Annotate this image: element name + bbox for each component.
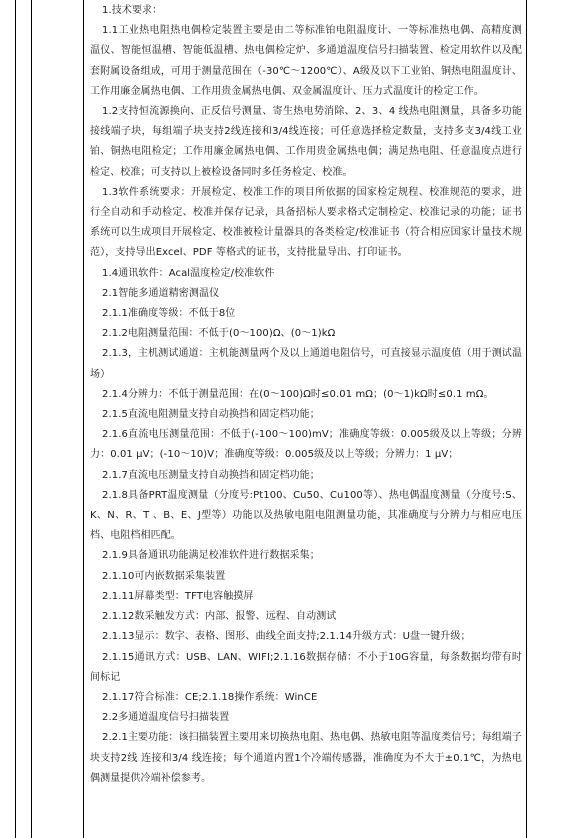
paragraph: 1.2支持恒流源换向、正反信号测量、寄生热电势消除、2、3、4 线热电阻测量，具备多功能接线端子块，每组端子块支持2线连接和3/4线连接；可任意选择检定数量，支持多支3/4线工业铂、铜热电阻检定；工作用廉金属热电偶、工作用贵金属热电偶；满足热电阻、任意温度点进行检定、校准；可支持以上被检设备同时多任务检定、校准。 <box>90 106 522 178</box>
paragraph: 2.1.5直流电阻测量支持自动换挡和固定档功能； <box>102 409 320 421</box>
paragraph: 2.1.11屏幕类型：TFT电容触摸屏 <box>102 590 254 602</box>
paragraph: 1.1工业热电阻热电偶检定装置主要是由二等标准铂电阻温度计、一等标准热电偶、高精度测温仪、智能恒温槽、智能低温槽、热电偶检定炉、多通道温度信号扫描装置、检定用软件以及配套附属设备组成，可用于测量范围在（-30℃～1200℃）、A级及以下工业铂、铜热电阻温度计、工作用廉金属热电偶、工作用贵金属热电偶、双金属温度计、压力式温度计的检定工作。 <box>90 25 522 97</box>
paragraph: 2.1.10可内嵌数据采集装置 <box>102 570 226 582</box>
paragraph: 1.3软件系统要求：开展检定、校准工作的项目所依据的国家检定规程、校准规范的要求，进行全自动和手动检定、校准并保存记录，具备招标人要求格式定制检定、校准记录的功能；证书系统可以生成项目开展检定、校准被检计量器具的各类检定/校准证书（符合相应国家计量技术规范），支持导出Excel、PDF 等格式的证书，支持批量导出、打印证书。 <box>90 186 522 259</box>
paragraph: 1.4通讯软件：Acal温度检定/校准软件 <box>102 267 275 279</box>
paragraph: 2.1.13显示：数字、表格、图形、曲线全面支持;2.1.14升级方式：U盘一键升级； <box>102 631 471 643</box>
paragraph: 2.1.9具备通讯功能满足校准软件进行数据采集； <box>102 550 320 562</box>
paragraph: 2.1.6直流电压测量范围：不低于(-100～100)mV；准确度等级：0.005级及以上等级；分辨力：0.01 μV；(-10～10)V；准确度等级：0.005级及以上等级；分辨力：1 μV； <box>90 429 522 461</box>
column-divider <box>31 0 32 838</box>
subsection-heading: 2.2多通道温度信号扫描装置 <box>102 712 230 724</box>
paragraph: 2.1.12数采触发方式：内部、报警、远程、自动测试 <box>102 611 337 623</box>
column-divider <box>526 0 527 838</box>
column-divider <box>83 0 84 838</box>
paragraph: 2.2.1主要功能：该扫描装置主要用来切换热电阻、热电偶、热敏电阻等温度类信号；每组端子块支持2线 连接和3/4 线连接；每个通道内置1个冷端传感器，准确度为不大于±0.1℃，为热电偶测量提供冷端补偿参考。 <box>90 732 522 784</box>
paragraph: 2.1.7直流电压测量支持自动换挡和固定档功能； <box>102 469 320 481</box>
paragraph: 2.1.3，主机测试通道：主机能测量两个及以上通道电阻信号，可直接显示温度值（用于测试温场） <box>90 348 522 380</box>
requirements-cell <box>90 1 522 789</box>
section-heading: 1.技术要求： <box>102 5 163 16</box>
paragraph: 2.1.17符合标准：CE;2.1.18操作系统：WinCE <box>102 691 318 703</box>
column-divider <box>15 0 16 838</box>
paragraph: 2.1.4分辨力：不低于测量范围：在(0～100)Ω时≤0.01 mΩ；(0～1)kΩ时≤0.1 mΩ。 <box>102 388 494 400</box>
paragraph: 2.1.1准确度等级：不低于8位 <box>102 308 236 320</box>
subsection-heading: 2.1智能多通道精密测温仪 <box>102 287 220 299</box>
paragraph: 2.1.8具备PRT温度测量（分度号:Pt100、Cu50、Cu100等）、热电偶温度测量（分度号:S、K、N、R、T 、B、E、J型等）功能以及热敏电阻电阻测量功能，其准确度与分辨力与相应电压档、电阻档相匹配。 <box>90 489 522 542</box>
paragraph: 2.1.15通讯方式：USB、LAN、WIFI;2.1.16数据存储：不小于10G容量，每条数据均带有时间标记 <box>90 651 522 683</box>
paragraph: 2.1.2电阻测量范围：不低于(0～100)Ω、(0～1)kΩ <box>102 328 336 340</box>
